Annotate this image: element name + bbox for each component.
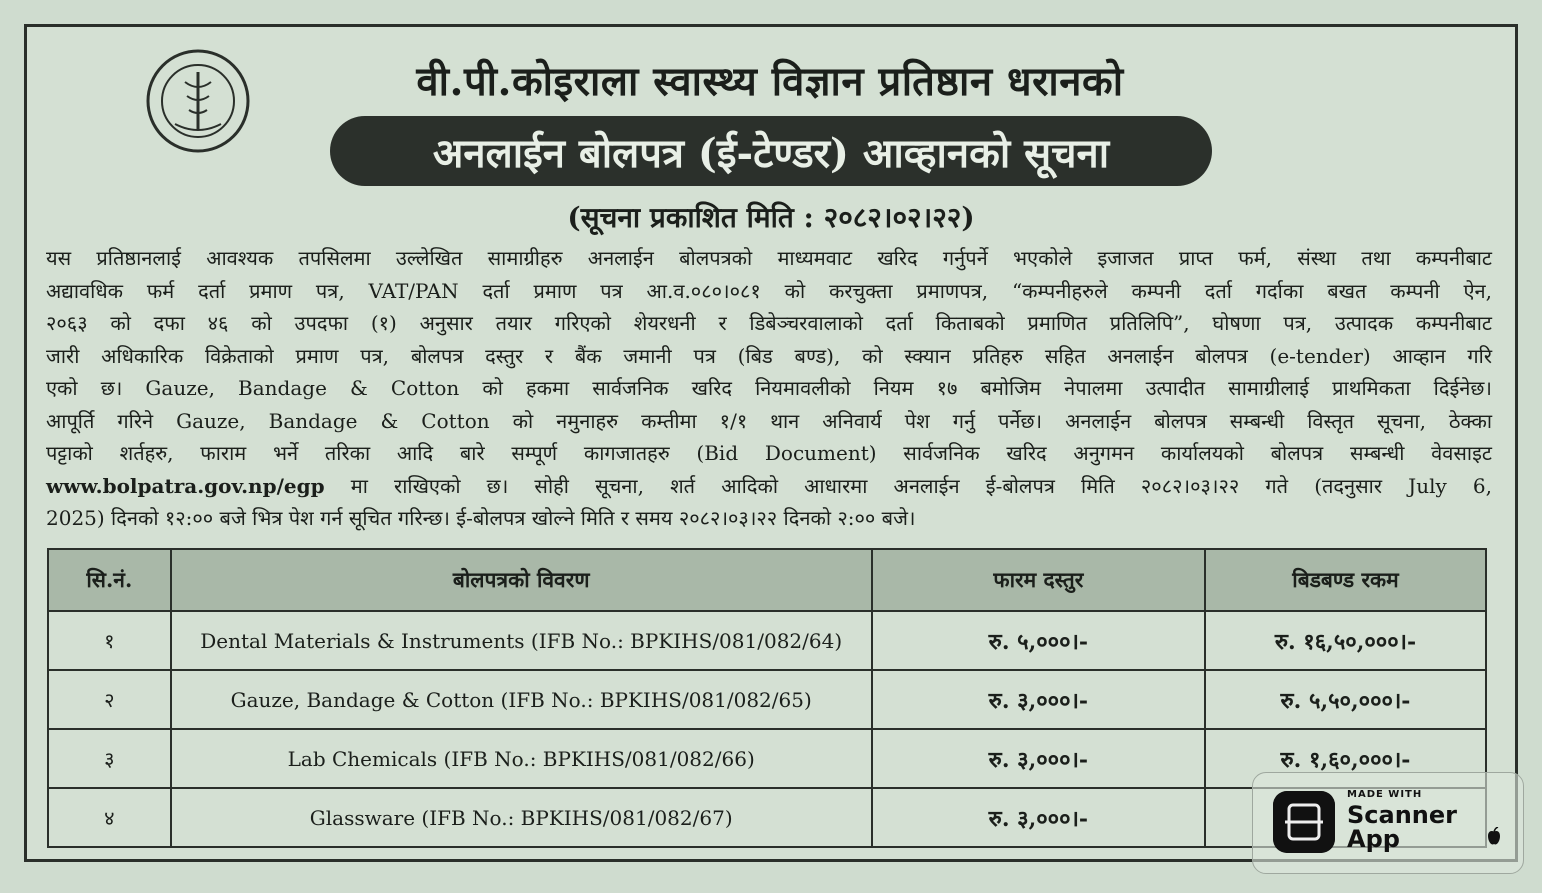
header-sn: सि.नं.	[48, 549, 171, 611]
header-bid-bond: बिडबण्ड रकम	[1205, 549, 1486, 611]
scanner-app-logo-icon	[1273, 791, 1335, 853]
cell-form-fee: रु. ३,०००।-	[872, 670, 1205, 729]
notice-heading: अनलाईन बोलपत्र (ई-टेण्डर) आव्हानको सूचना	[432, 129, 1110, 177]
app-name-line2: App	[1347, 825, 1400, 853]
publication-date: (सूचना प्रकाशित मिति : २०८२।०२।२२)	[567, 201, 975, 234]
table-header-row	[48, 549, 1486, 611]
cell-description: Gauze, Bandage & Cotton (IFB No.: BPKIHS/081/082/65)	[171, 670, 872, 729]
cell-sn: ४	[48, 788, 171, 847]
cell-bid-bond: रु. १६,५०,०००।-	[1205, 611, 1486, 670]
app-name	[1347, 803, 1457, 851]
cell-form-fee: रु. ५,०००।-	[872, 611, 1205, 670]
app-name-line1: Scanner	[1347, 801, 1457, 829]
body-line: पट्टाको शर्तहरु, फाराम भर्ने तरिका आदि बारे सम्पूर्ण कागजातहरु (Bid Document) सार्वजनिक खरिद अनुगमन कार्यालयको बोलपत्र सम्बन्धी वेवसाइट	[46, 441, 1492, 465]
cell-form-fee: रु. ३,०००।-	[872, 788, 1205, 847]
cell-sn: १	[48, 611, 171, 670]
body-line: आपूर्ति गरिने Gauze, Bandage & Cotton को नमुनाहरु कम्तीमा १/१ थान अनिवार्य पेश गर्नु पर्नेछ। अनलाईन बोलपत्र सम्बन्धी विस्तृत सूचना, ठेक्का	[46, 408, 1492, 433]
body-line: जारी अधिकारिक विक्रेताको प्रमाण पत्र, बोलपत्र दस्तुर र बैंक जमानी पत्र (बिड बण्ड), को स्क्यान प्रतिहरु सहित अनलाईन बोलपत्र (e-tender) आव्हान गरि	[46, 343, 1492, 368]
scanner-app-badge[interactable]	[1252, 772, 1524, 874]
body-line: अद्यावधिक फर्म दर्ता प्रमाण पत्र, VAT/PAN दर्ता प्रमाण पत्र आ.व.०८०।०८१ को करचुक्ता प्रमाणपत्र, “कम्पनीहरुले कम्पनी दर्ता गर्दाका बखत कम्पनी ऐन,	[46, 278, 1492, 303]
body-line: यस प्रतिष्ठानलाई आवश्यक तपसिलमा उल्लेखित सामाग्रीहरु अनलाईन बोलपत्रको माध्यमवाट खरिद गर्नुपर्ने भएकोले इजाजत प्राप्त फर्म, संस्था तथा कम्पनीबाट	[46, 246, 1492, 270]
body-line	[46, 470, 1492, 503]
cell-description: Lab Chemicals (IFB No.: BPKIHS/081/082/66)	[171, 729, 872, 788]
body-line: 2025) दिनको १२:०० बजे भित्र पेश गर्न सूचित गरिन्छ। ई-बोलपत्र खोल्ने मिति र समय २०८२।०३।२२ दिनको २:०० बजे।	[46, 506, 916, 530]
notice-body	[46, 242, 1492, 535]
table-row	[48, 611, 1486, 670]
cell-description: Dental Materials & Instruments (IFB No.: BPKIHS/081/082/64)	[171, 611, 872, 670]
cell-bid-bond: रु. १,६०,०००।-	[1205, 729, 1486, 788]
table-row	[48, 670, 1486, 729]
website-link[interactable]: www.bolpatra.gov.np/egp	[46, 473, 325, 498]
organization-title: वी.पी.कोइराला स्वास्थ्य विज्ञान प्रतिष्ठान धरानको	[416, 58, 1124, 105]
body-line-text: मा राखिएको छ। सोही सूचना, शर्त आदिको आधारमा अनलाईन ई-बोलपत्र मिति २०८२।०३।२२ गते (तदनुसार July 6,	[324, 473, 1492, 498]
body-line: एको छ। Gauze, Bandage & Cotton को हकमा सार्वजनिक खरिद नियमावलीको नियम १७ बमोजिम नेपालमा उत्पादीत सामाग्रीलाई प्राथमिकता दिईनेछ।	[46, 376, 1492, 400]
body-line: २०६३ को दफा ४६ को उपदफा (१) अनुसार तयार गरिएको शेयरधनी र डिबेञ्चरवालाको दर्ता किताबको प्रमाणित प्रतिलिपि”, घोषणा पत्र, उत्पादक कम्पनीबाट	[46, 311, 1492, 335]
cell-sn: २	[48, 670, 171, 729]
cell-description: Glassware (IFB No.: BPKIHS/081/082/67)	[171, 788, 872, 847]
made-with-label: MADE WITH	[1347, 789, 1423, 800]
cell-form-fee: रु. ३,०००।-	[872, 729, 1205, 788]
header-description: बोलपत्रको विवरण	[171, 549, 872, 611]
notice-banner	[330, 116, 1212, 186]
institute-seal-icon	[145, 48, 251, 154]
header-form-fee: फारम दस्तुर	[872, 549, 1205, 611]
apple-logo-icon	[1485, 827, 1503, 847]
cell-sn: ३	[48, 729, 171, 788]
cell-bid-bond: रु. ५,५०,०००।-	[1205, 670, 1486, 729]
